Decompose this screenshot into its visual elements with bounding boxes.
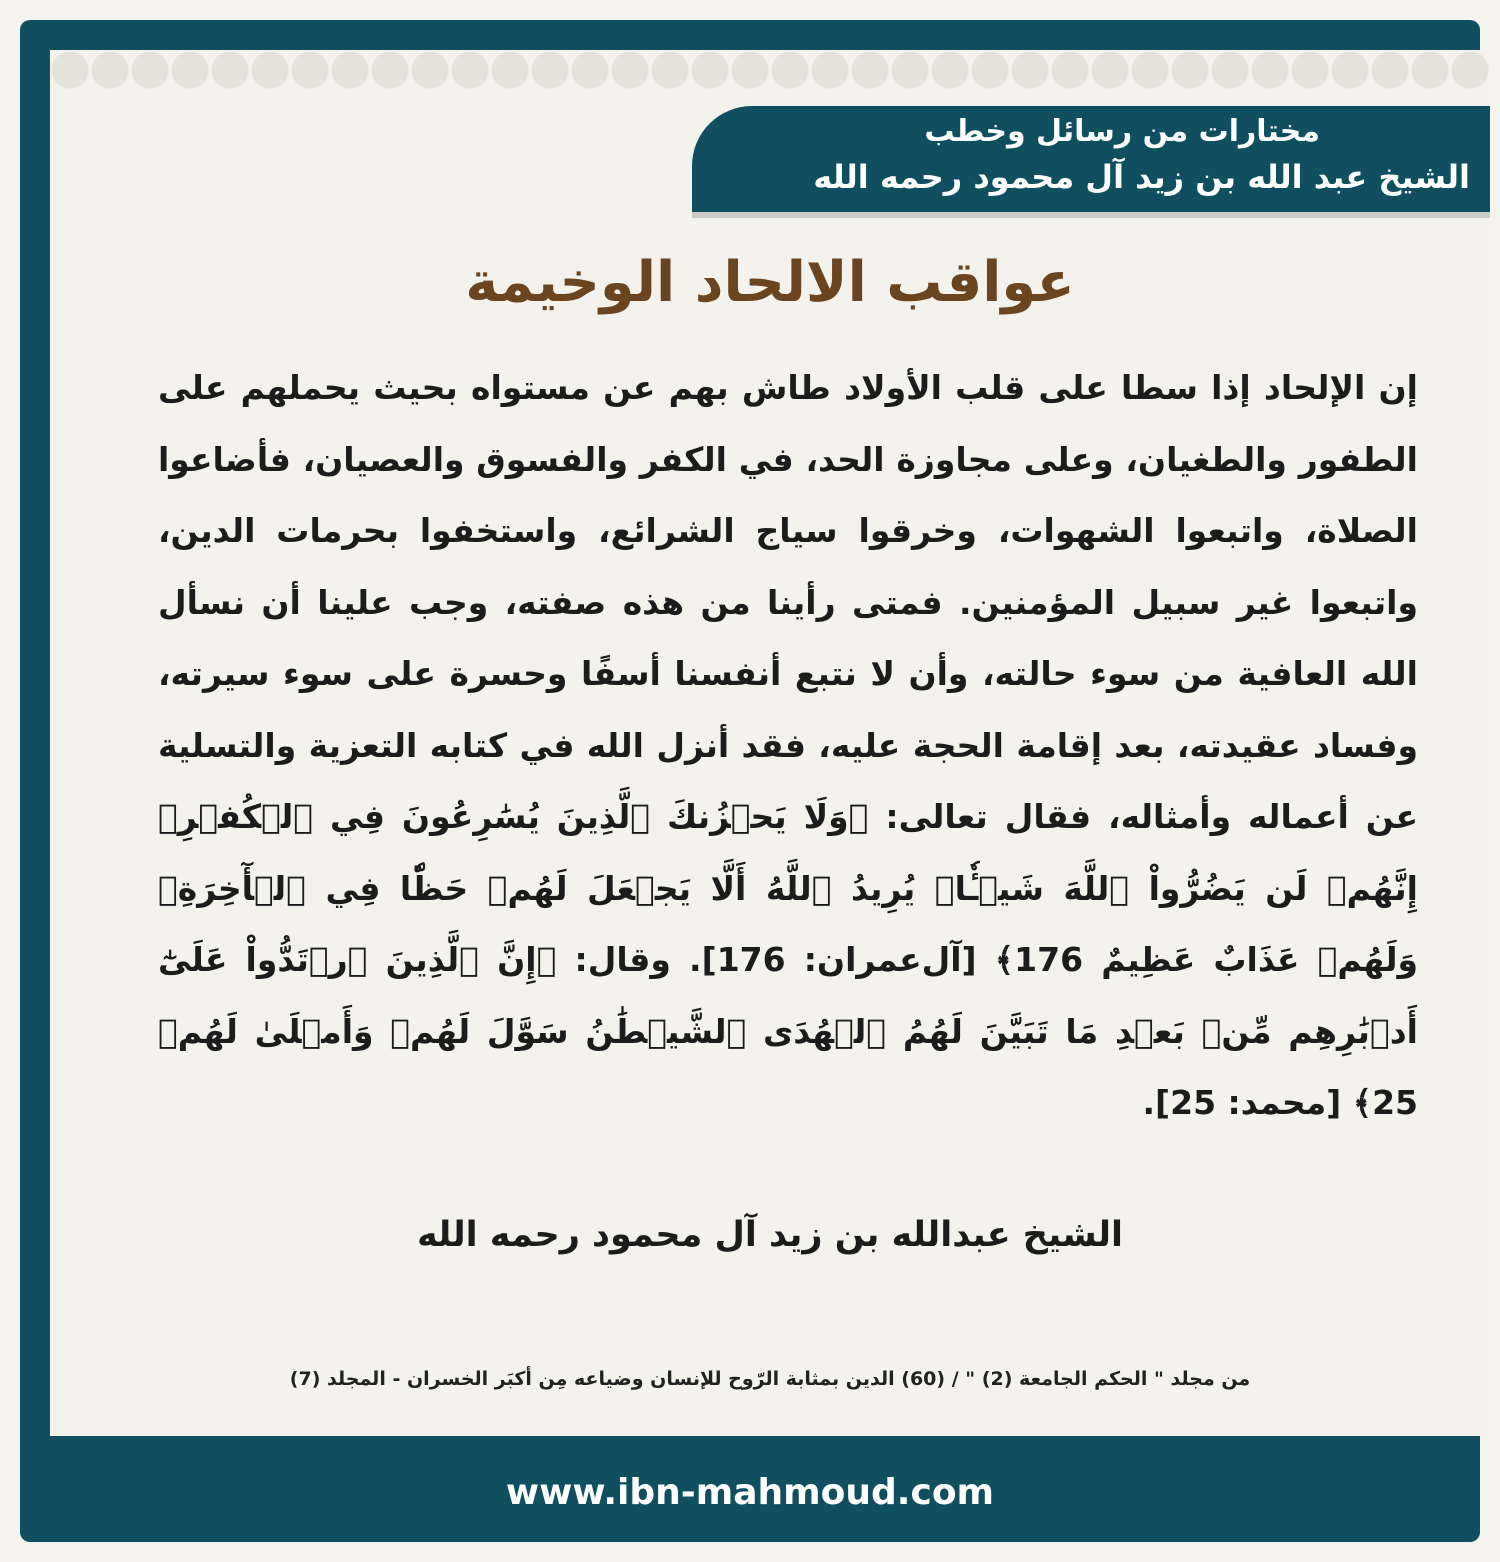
source-citation: من مجلد " الحكم الجامعة (2) " / (60) الدين بمثابة الرّوح للإنسان وضياعه مِن أكبَر الخسران - المجلد (7) bbox=[289, 1368, 1251, 1390]
content-panel bbox=[50, 50, 1490, 1436]
page-frame bbox=[20, 20, 1480, 1542]
article-title: عواقب الالحاد الوخيمة bbox=[465, 250, 1075, 315]
header-banner bbox=[692, 106, 1490, 218]
website-link[interactable]: www.ibn-mahmoud.com bbox=[505, 1472, 995, 1513]
author-signature: الشيخ عبدالله بن زيد آل محمود رحمه الله bbox=[416, 1215, 1124, 1255]
header-author: الشيخ عبد الله بن زيد آل محمود رحمه الله bbox=[813, 158, 1470, 196]
article-body: إن الإلحاد إذا سطا على قلب الأولاد طاش بهم عن مستواه بحيث يحملهم على الطفور والطغيان، وعلى مجاوزة الحد، في الكفر والفسوق والعصيان، فأضاعوا الصلاة، واتبعوا الشهوات، وخرقوا سياج الشرائع، واستخفوا بحرمات الدين، واتبعوا غير سبيل المؤمنين. فمتى رأينا من هذه صفته، وجب علينا أن نسأل الله العافية من سوء حالته، وأن لا نتبع أنفسنا أسفًا وحسرة على سوء سيرته، وفساد عقيدته، بعد إقامة الحجة عليه، فقد أنزل الله في كتابه التعزية والتسلية عن أعماله وأمثاله، فقال تعالى: ﴿وَلَا يَحۡزُنكَ ٱلَّذِينَ يُسَٰرِعُونَ فِي ٱلۡكُفۡرِۚ إِنَّهُمۡ لَن يَضُرُّواْ ٱللَّهَ شَيۡـٔٗاۗ يُرِيدُ ٱللَّهُ أَلَّا يَجۡعَلَ لَهُمۡ حَظّٗا فِي ٱلۡأٓخِرَةِۖ وَلَهُمۡ عَذَابٌ عَظِيمٌ 176﴾ [آل‌عمران: 176]. وقال: ﴿إِنَّ ٱلَّذِينَ ٱرۡتَدُّواْ عَلَىٰٓ أَدۡبَٰرِهِم مِّنۢ بَعۡدِ مَا تَبَيَّنَ لَهُمُ ٱلۡهُدَى ٱلشَّيۡطَٰنُ سَوَّلَ لَهُمۡ وَأَمۡلَىٰ لَهُمۡ 25﴾ [محمد: 25]. bbox=[158, 368, 1419, 1122]
header-subtitle: مختارات من رسائل وخطب bbox=[924, 114, 1320, 149]
